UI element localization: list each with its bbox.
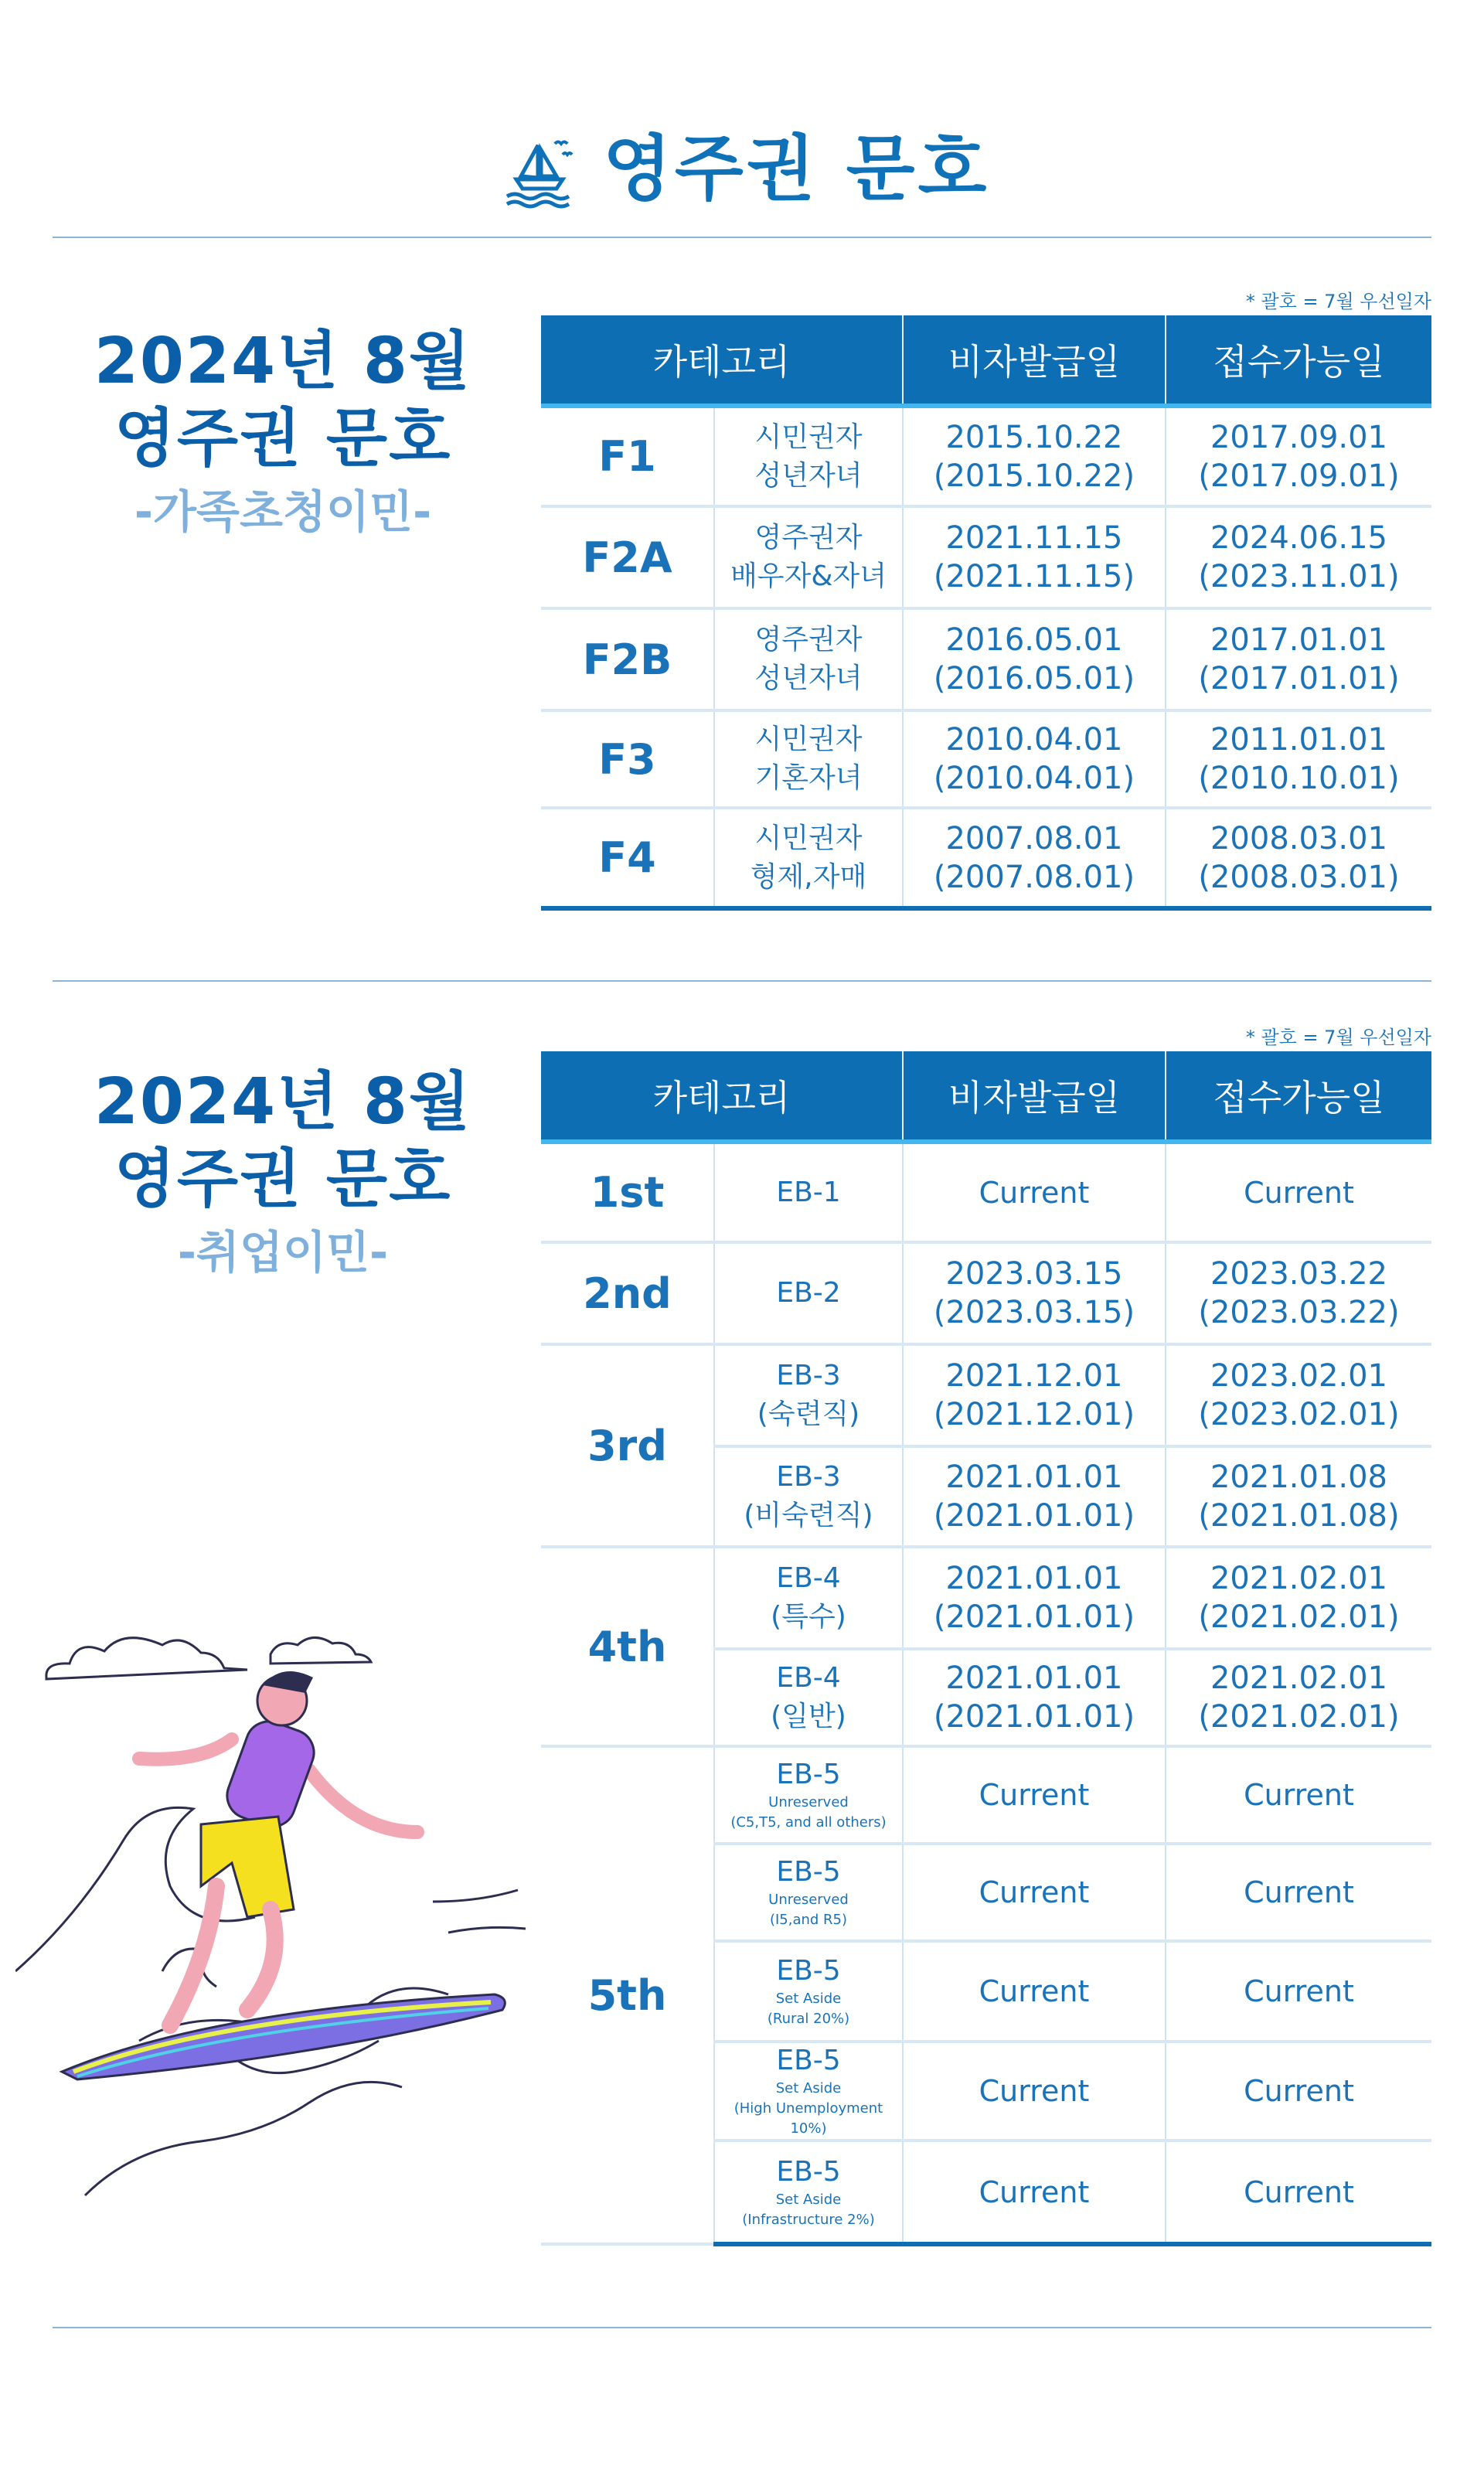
category-desc: 영주권자 배우자&자녀 — [714, 506, 903, 608]
table-row — [541, 1746, 1431, 1844]
category-code: F4 — [541, 808, 714, 908]
table-row — [541, 1547, 1431, 1649]
category-desc: EB-4 (특수) — [714, 1547, 903, 1649]
filing-date: 2021.01.08 (2021.01.08) — [1166, 1446, 1431, 1547]
col-visa-date: 비자발급일 — [903, 315, 1166, 406]
preference-group: 2nd — [541, 1242, 714, 1344]
category-desc: EB-3 (숙련직) — [714, 1344, 903, 1446]
visa-date: Current — [903, 1746, 1166, 1844]
preference-group: 3rd — [541, 1344, 714, 1547]
filing-date: 2023.03.22 (2023.03.22) — [1166, 1242, 1431, 1344]
visa-date: Current — [903, 1941, 1166, 2042]
boat-logo-icon — [501, 131, 578, 209]
priority-note: * 괄호 = 7월 우선일자 — [1245, 1027, 1431, 1048]
col-category: 카테고리 — [541, 315, 903, 406]
table-row — [541, 1242, 1431, 1344]
family-heading-subtitle: -가족초청이민- — [134, 485, 432, 538]
table-row — [541, 406, 1431, 506]
employment-heading-title: 영주권 문호 — [114, 1143, 452, 1216]
surfer-figure — [139, 1671, 417, 2025]
category-code: F2B — [541, 608, 714, 710]
col-filing-date: 접수가능일 — [1166, 1051, 1431, 1142]
category-desc: 시민권자 성년자녀 — [714, 406, 903, 506]
table-row — [541, 1142, 1431, 1242]
category-desc: EB-3 (비숙련직) — [714, 1446, 903, 1547]
family-table-header — [541, 315, 1431, 406]
category-code: F3 — [541, 710, 714, 808]
visa-date: 2016.05.01 (2016.05.01) — [903, 608, 1166, 710]
category-desc: EB-5 Unreserved (I5,and R5) — [714, 1844, 903, 1941]
preference-group: 5th — [541, 1746, 714, 2244]
col-filing-date: 접수가능일 — [1166, 315, 1431, 406]
visa-date: 2021.01.01 (2021.01.01) — [903, 1446, 1166, 1547]
filing-date: Current — [1166, 1941, 1431, 2042]
table-row — [541, 1344, 1431, 1446]
table-row — [541, 808, 1431, 908]
category-desc: EB-2 — [714, 1242, 903, 1344]
filing-date: 2011.01.01 (2010.10.01) — [1166, 710, 1431, 808]
divider — [53, 2327, 1431, 2328]
preference-group: 1st — [541, 1142, 714, 1242]
table-row — [541, 506, 1431, 608]
filing-date: 2017.01.01 (2017.01.01) — [1166, 608, 1431, 710]
category-desc: 영주권자 성년자녀 — [714, 608, 903, 710]
visa-date: 2007.08.01 (2007.08.01) — [903, 808, 1166, 908]
surfer-illustration — [15, 1608, 541, 2242]
category-desc: 시민권자 기혼자녀 — [714, 710, 903, 808]
employment-heading-subtitle: -취업이민- — [177, 1226, 389, 1279]
filing-date: 2017.09.01 (2017.09.01) — [1166, 406, 1431, 506]
category-desc: EB-5 Unreserved (C5,T5, and all others) — [714, 1746, 903, 1844]
category-desc: EB-4 (일반) — [714, 1649, 903, 1746]
family-table — [541, 315, 1431, 911]
filing-date: Current — [1166, 2042, 1431, 2141]
visa-date: 2015.10.22 (2015.10.22) — [903, 406, 1166, 506]
category-code: F1 — [541, 406, 714, 506]
filing-date: Current — [1166, 1746, 1431, 1844]
family-heading-date: 2024년 8월 — [94, 325, 472, 398]
table-row — [541, 710, 1431, 808]
category-code: F2A — [541, 506, 714, 608]
family-heading-title: 영주권 문호 — [114, 402, 452, 475]
employment-heading-date: 2024년 8월 — [94, 1065, 472, 1139]
visa-date: Current — [903, 2141, 1166, 2244]
category-desc: EB-5 Set Aside (High Unemployment 10%) — [714, 2042, 903, 2141]
col-visa-date: 비자발급일 — [903, 1051, 1166, 1142]
filing-date: 2024.06.15 (2023.11.01) — [1166, 506, 1431, 608]
category-desc: 시민권자 형제,자매 — [714, 808, 903, 908]
cloud-icon — [46, 1637, 371, 1679]
employment-heading — [51, 1064, 515, 1283]
visa-date: 2010.04.01 (2010.04.01) — [903, 710, 1166, 808]
family-heading — [51, 323, 515, 543]
visa-date: 2021.01.01 (2021.01.01) — [903, 1547, 1166, 1649]
filing-date: 2023.02.01 (2023.02.01) — [1166, 1344, 1431, 1446]
filing-date: Current — [1166, 1844, 1431, 1941]
table-row — [541, 608, 1431, 710]
filing-date: 2008.03.01 (2008.03.01) — [1166, 808, 1431, 908]
priority-note: * 괄호 = 7월 우선일자 — [1245, 291, 1431, 312]
employment-table — [541, 1051, 1431, 2246]
filing-date: 2021.02.01 (2021.02.01) — [1166, 1547, 1431, 1649]
filing-date: Current — [1166, 2141, 1431, 2244]
category-desc: EB-5 Set Aside (Infrastructure 2%) — [714, 2141, 903, 2244]
visa-date: Current — [903, 2042, 1166, 2141]
col-category: 카테고리 — [541, 1051, 903, 1142]
category-desc: EB-5 Set Aside (Rural 20%) — [714, 1941, 903, 2042]
category-desc: EB-1 — [714, 1142, 903, 1242]
page-title: 영주권 문호 — [603, 128, 990, 210]
visa-date: 2021.12.01 (2021.12.01) — [903, 1344, 1166, 1446]
visa-date: Current — [903, 1844, 1166, 1941]
visa-date: Current — [903, 1142, 1166, 1242]
filing-date: 2021.02.01 (2021.02.01) — [1166, 1649, 1431, 1746]
employment-table-header — [541, 1051, 1431, 1142]
page-header — [0, 124, 1484, 209]
visa-date: 2021.01.01 (2021.01.01) — [903, 1649, 1166, 1746]
divider — [53, 237, 1431, 238]
visa-date: 2021.11.15 (2021.11.15) — [903, 506, 1166, 608]
visa-date: 2023.03.15 (2023.03.15) — [903, 1242, 1166, 1344]
preference-group: 4th — [541, 1547, 714, 1746]
divider — [53, 980, 1431, 982]
filing-date: Current — [1166, 1142, 1431, 1242]
